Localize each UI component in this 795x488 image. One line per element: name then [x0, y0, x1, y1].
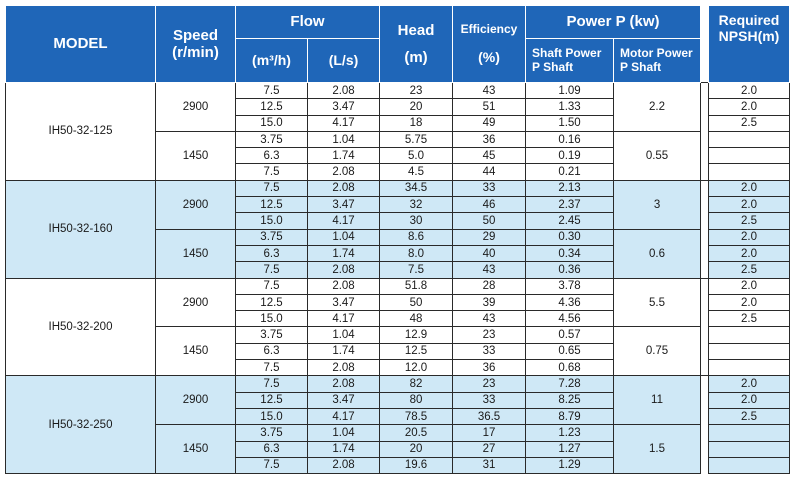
col-header-speed — [156, 6, 236, 83]
flow-m3h-cell: 6.3 — [236, 148, 308, 164]
npsh-cell: 2.5 — [709, 213, 790, 229]
shaft-power-cell: 2.13 — [526, 180, 614, 196]
efficiency-cell: 29 — [453, 229, 526, 245]
flow-ls-cell: 1.74 — [308, 148, 380, 164]
flow-ls-cell: 1.04 — [308, 425, 380, 441]
flow-ls-cell: 1.04 — [308, 327, 380, 343]
efficiency-cell: 36.5 — [453, 408, 526, 424]
column-gap — [701, 294, 709, 310]
npsh-cell — [709, 457, 790, 473]
col-header-shaft-power — [526, 39, 614, 83]
flow-m3h-cell: 12.5 — [236, 99, 308, 115]
motor-power-cell: 5.5 — [614, 278, 701, 327]
head-cell: 12.5 — [380, 343, 453, 359]
npsh-cell: 2.5 — [709, 408, 790, 424]
head-cell: 20.5 — [380, 425, 453, 441]
table-header — [6, 6, 790, 83]
motor-power-cell: 11 — [614, 376, 701, 425]
column-gap — [701, 164, 709, 180]
head-cell: 82 — [380, 376, 453, 392]
col-header-motor-power — [614, 39, 701, 83]
shaft-power-cell: 1.50 — [526, 115, 614, 131]
header-gap — [701, 6, 709, 83]
npsh-cell: 2.0 — [709, 278, 790, 294]
column-gap — [701, 115, 709, 131]
efficiency-cell: 31 — [453, 457, 526, 473]
flow-m3h-cell: 15.0 — [236, 408, 308, 424]
npsh-cell: 2.0 — [709, 245, 790, 261]
pump-spec-table-container — [5, 5, 789, 474]
col-header-npsh: Required NPSH(m) — [709, 6, 790, 83]
efficiency-cell: 45 — [453, 148, 526, 164]
efficiency-cell: 27 — [453, 441, 526, 457]
column-gap — [701, 360, 709, 376]
flow-ls-cell: 1.74 — [308, 343, 380, 359]
col-header-flow-m3h: (m³/h) — [236, 39, 308, 83]
flow-m3h-cell: 7.5 — [236, 457, 308, 473]
head-cell: 12.9 — [380, 327, 453, 343]
npsh-cell: 2.0 — [709, 197, 790, 213]
head-cell: 12.0 — [380, 360, 453, 376]
flow-m3h-cell: 12.5 — [236, 392, 308, 408]
npsh-cell: 2.0 — [709, 83, 790, 99]
column-gap — [701, 457, 709, 473]
flow-ls-cell: 4.17 — [308, 311, 380, 327]
flow-ls-cell: 3.47 — [308, 294, 380, 310]
flow-m3h-cell: 7.5 — [236, 376, 308, 392]
shaft-power-cell: 0.65 — [526, 343, 614, 359]
npsh-cell — [709, 425, 790, 441]
column-gap — [701, 131, 709, 147]
table-row — [6, 278, 790, 294]
flow-ls-cell: 2.08 — [308, 164, 380, 180]
flow-ls-cell: 1.74 — [308, 441, 380, 457]
speed-cell: 1450 — [156, 425, 236, 474]
column-gap — [701, 83, 709, 99]
motor-power-cell: 0.6 — [614, 229, 701, 278]
motor-power-cell: 0.75 — [614, 327, 701, 376]
flow-ls-cell: 4.17 — [308, 213, 380, 229]
speed-label: Speed — [172, 26, 218, 44]
npsh-cell — [709, 441, 790, 457]
speed-cell: 2900 — [156, 376, 236, 425]
shaft-power-cell: 1.23 — [526, 425, 614, 441]
flow-m3h-cell: 12.5 — [236, 197, 308, 213]
flow-m3h-cell: 15.0 — [236, 213, 308, 229]
col-header-flow-ls: (L/s) — [308, 39, 380, 83]
column-gap — [701, 213, 709, 229]
model-group — [6, 83, 790, 181]
column-gap — [701, 425, 709, 441]
column-gap — [701, 392, 709, 408]
head-unit: (m) — [404, 49, 428, 66]
flow-ls-cell: 2.08 — [308, 360, 380, 376]
model-group — [6, 180, 790, 278]
head-cell: 80 — [380, 392, 453, 408]
shaft-power-cell: 1.33 — [526, 99, 614, 115]
flow-m3h-cell: 15.0 — [236, 311, 308, 327]
shaft-power-cell: 0.36 — [526, 262, 614, 278]
npsh-cell: 2.0 — [709, 294, 790, 310]
efficiency-cell: 46 — [453, 197, 526, 213]
head-cell: 20 — [380, 441, 453, 457]
flow-ls-cell: 2.08 — [308, 457, 380, 473]
speed-cell: 2900 — [156, 180, 236, 229]
flow-m3h-cell: 7.5 — [236, 360, 308, 376]
model-name-cell: IH50-32-160 — [6, 180, 156, 278]
npsh-cell — [709, 131, 790, 147]
shaft-power-cell: 0.57 — [526, 327, 614, 343]
speed-cell: 1450 — [156, 327, 236, 376]
npsh-cell: 2.0 — [709, 180, 790, 196]
column-gap — [701, 278, 709, 294]
shaft-power-cell: 1.09 — [526, 83, 614, 99]
head-cell: 34.5 — [380, 180, 453, 196]
col-header-flow: Flow — [236, 6, 380, 39]
shaft-power-label-1: Shaft Power — [532, 45, 602, 60]
speed-cell: 2900 — [156, 278, 236, 327]
efficiency-cell: 43 — [453, 262, 526, 278]
shaft-power-cell: 0.30 — [526, 229, 614, 245]
column-gap — [701, 99, 709, 115]
head-cell: 51.8 — [380, 278, 453, 294]
efficiency-cell: 39 — [453, 294, 526, 310]
table-row — [6, 180, 790, 196]
shaft-power-cell: 0.34 — [526, 245, 614, 261]
shaft-power-cell: 4.36 — [526, 294, 614, 310]
flow-ls-cell: 1.04 — [308, 229, 380, 245]
efficiency-cell: 36 — [453, 131, 526, 147]
head-cell: 50 — [380, 294, 453, 310]
npsh-cell: 2.5 — [709, 311, 790, 327]
shaft-power-cell: 0.16 — [526, 131, 614, 147]
npsh-cell: 2.0 — [709, 99, 790, 115]
shaft-power-cell: 4.56 — [526, 311, 614, 327]
motor-power-cell: 0.55 — [614, 131, 701, 180]
flow-m3h-cell: 7.5 — [236, 164, 308, 180]
motor-power-label-1: Motor Power — [620, 45, 693, 60]
shaft-power-cell: 8.79 — [526, 408, 614, 424]
col-header-efficiency — [453, 6, 526, 83]
flow-ls-cell: 2.08 — [308, 278, 380, 294]
efficiency-label: Efficiency — [460, 22, 518, 37]
npsh-cell: 2.5 — [709, 115, 790, 131]
model-name-cell: IH50-32-125 — [6, 83, 156, 181]
efficiency-cell: 23 — [453, 376, 526, 392]
flow-m3h-cell: 7.5 — [236, 180, 308, 196]
flow-m3h-cell: 3.75 — [236, 425, 308, 441]
shaft-power-cell: 0.68 — [526, 360, 614, 376]
flow-ls-cell: 1.74 — [308, 245, 380, 261]
flow-ls-cell: 2.08 — [308, 262, 380, 278]
shaft-power-cell: 0.21 — [526, 164, 614, 180]
col-header-power: Power P (kw) — [526, 6, 701, 39]
head-cell: 8.0 — [380, 245, 453, 261]
shaft-power-cell: 2.45 — [526, 213, 614, 229]
npsh-cell — [709, 164, 790, 180]
speed-cell: 1450 — [156, 229, 236, 278]
efficiency-cell: 50 — [453, 213, 526, 229]
npsh-cell — [709, 148, 790, 164]
column-gap — [701, 441, 709, 457]
shaft-power-cell: 3.78 — [526, 278, 614, 294]
flow-ls-cell: 3.47 — [308, 392, 380, 408]
efficiency-cell: 43 — [453, 311, 526, 327]
head-cell: 7.5 — [380, 262, 453, 278]
column-gap — [701, 343, 709, 359]
flow-m3h-cell: 12.5 — [236, 294, 308, 310]
model-group — [6, 278, 790, 376]
flow-m3h-cell: 3.75 — [236, 131, 308, 147]
flow-ls-cell: 4.17 — [308, 115, 380, 131]
speed-unit: (r/min) — [172, 44, 219, 61]
flow-ls-cell: 1.04 — [308, 131, 380, 147]
efficiency-cell: 40 — [453, 245, 526, 261]
shaft-power-cell: 0.19 — [526, 148, 614, 164]
flow-ls-cell: 3.47 — [308, 197, 380, 213]
head-cell: 8.6 — [380, 229, 453, 245]
flow-ls-cell: 4.17 — [308, 408, 380, 424]
efficiency-cell: 33 — [453, 343, 526, 359]
shaft-power-cell: 2.37 — [526, 197, 614, 213]
column-gap — [701, 148, 709, 164]
column-gap — [701, 262, 709, 278]
flow-m3h-cell: 3.75 — [236, 229, 308, 245]
shaft-power-label-2: P Shaft — [532, 59, 574, 74]
npsh-cell: 2.0 — [709, 376, 790, 392]
npsh-cell: 2.0 — [709, 392, 790, 408]
head-cell: 23 — [380, 83, 453, 99]
flow-m3h-cell: 3.75 — [236, 327, 308, 343]
motor-power-cell: 1.5 — [614, 425, 701, 474]
flow-m3h-cell: 7.5 — [236, 278, 308, 294]
npsh-cell — [709, 343, 790, 359]
efficiency-cell: 28 — [453, 278, 526, 294]
column-gap — [701, 408, 709, 424]
npsh-cell: 2.0 — [709, 229, 790, 245]
flow-m3h-cell: 6.3 — [236, 245, 308, 261]
shaft-power-cell: 1.29 — [526, 457, 614, 473]
head-cell: 32 — [380, 197, 453, 213]
head-cell: 30 — [380, 213, 453, 229]
efficiency-cell: 33 — [453, 392, 526, 408]
efficiency-cell: 36 — [453, 360, 526, 376]
head-cell: 18 — [380, 115, 453, 131]
column-gap — [701, 311, 709, 327]
head-cell: 5.75 — [380, 131, 453, 147]
flow-ls-cell: 2.08 — [308, 376, 380, 392]
column-gap — [701, 245, 709, 261]
model-name-cell: IH50-32-200 — [6, 278, 156, 376]
npsh-cell: 2.5 — [709, 262, 790, 278]
model-name-cell: IH50-32-250 — [6, 376, 156, 474]
head-cell: 20 — [380, 99, 453, 115]
flow-m3h-cell: 15.0 — [236, 115, 308, 131]
column-gap — [701, 327, 709, 343]
table-row — [6, 83, 790, 99]
efficiency-cell: 49 — [453, 115, 526, 131]
efficiency-cell: 33 — [453, 180, 526, 196]
flow-m3h-cell: 7.5 — [236, 262, 308, 278]
flow-ls-cell: 2.08 — [308, 83, 380, 99]
flow-m3h-cell: 6.3 — [236, 343, 308, 359]
speed-cell: 1450 — [156, 131, 236, 180]
flow-ls-cell: 3.47 — [308, 99, 380, 115]
table-row — [6, 376, 790, 392]
column-gap — [701, 197, 709, 213]
efficiency-cell: 17 — [453, 425, 526, 441]
flow-m3h-cell: 6.3 — [236, 441, 308, 457]
npsh-cell — [709, 327, 790, 343]
head-cell: 19.6 — [380, 457, 453, 473]
col-header-model: MODEL — [6, 6, 156, 83]
column-gap — [701, 229, 709, 245]
efficiency-cell: 44 — [453, 164, 526, 180]
model-group — [6, 376, 790, 474]
head-cell: 5.0 — [380, 148, 453, 164]
shaft-power-cell: 8.25 — [526, 392, 614, 408]
efficiency-cell: 23 — [453, 327, 526, 343]
flow-ls-cell: 2.08 — [308, 180, 380, 196]
motor-power-label-2: P Shaft — [620, 59, 662, 74]
motor-power-cell: 2.2 — [614, 83, 701, 132]
efficiency-cell: 51 — [453, 99, 526, 115]
column-gap — [701, 180, 709, 196]
speed-cell: 2900 — [156, 83, 236, 132]
efficiency-unit: (%) — [478, 48, 500, 65]
head-cell: 78.5 — [380, 408, 453, 424]
flow-m3h-cell: 7.5 — [236, 83, 308, 99]
motor-power-cell: 3 — [614, 180, 701, 229]
shaft-power-cell: 7.28 — [526, 376, 614, 392]
head-cell: 4.5 — [380, 164, 453, 180]
col-header-head — [380, 6, 453, 83]
head-label: Head — [397, 21, 435, 39]
npsh-cell — [709, 360, 790, 376]
column-gap — [701, 376, 709, 392]
head-cell: 48 — [380, 311, 453, 327]
efficiency-cell: 43 — [453, 83, 526, 99]
pump-spec-table — [5, 5, 790, 474]
shaft-power-cell: 1.27 — [526, 441, 614, 457]
